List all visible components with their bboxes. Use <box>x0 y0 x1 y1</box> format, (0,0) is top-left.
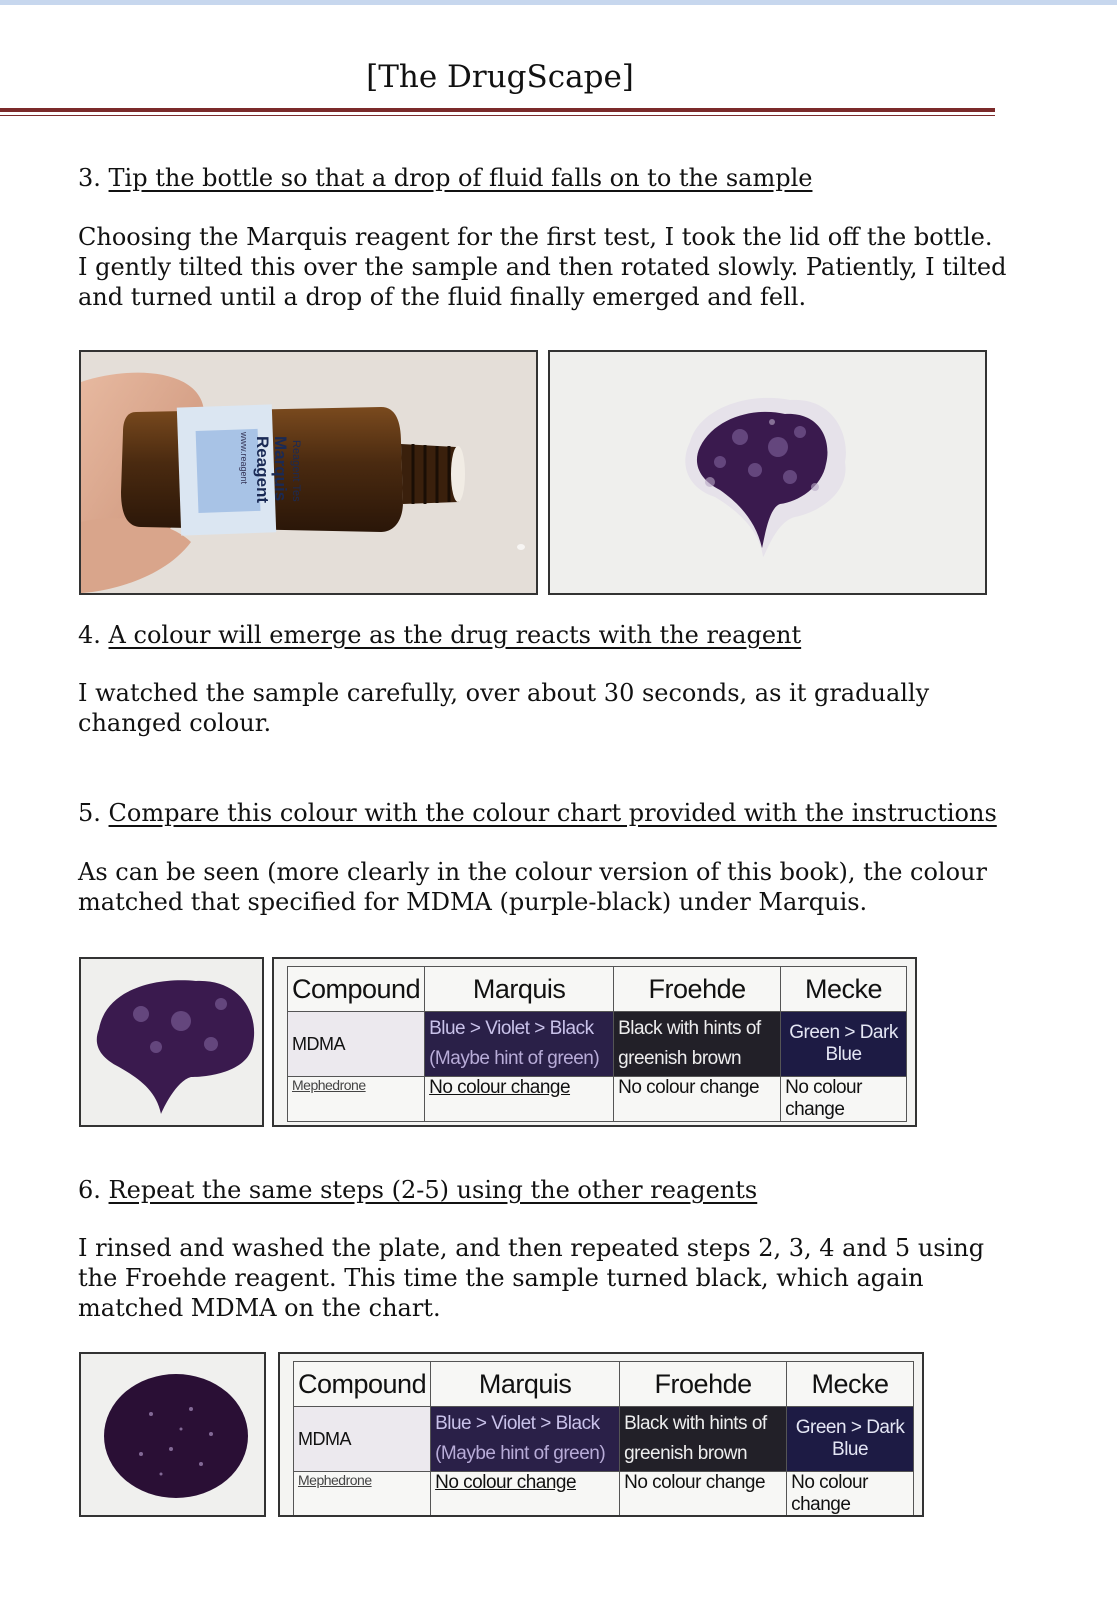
cell-mephedrone-mecke: No colour change <box>781 1077 907 1122</box>
page-title: [The DrugScape] <box>366 59 634 95</box>
header-rule-thick <box>0 108 995 112</box>
marquis-line1: Blue > Violet > Black <box>429 1018 594 1039</box>
marquis-line1: Blue > Violet > Black <box>435 1413 600 1434</box>
step-title: A colour will emerge as the drug reacts with the reagent <box>108 621 802 649</box>
step-3-heading <box>78 163 812 193</box>
header-froehde: Froehde <box>614 967 781 1012</box>
cell-mdma-label: MDMA <box>288 1012 425 1077</box>
reagent-color-chart-repeat <box>278 1352 924 1517</box>
froehde-result-thumbnail <box>79 1352 266 1517</box>
header-compound: Compound <box>288 967 425 1012</box>
header-froehde: Froehde <box>620 1362 787 1407</box>
step-5-body: As can be seen (more clearly in the colour version of this book), the colour matched that specified for MDMA (purple-black) under Marquis. <box>78 858 987 916</box>
cell-mdma-marquis <box>431 1407 620 1472</box>
label-line2: Marquis <box>271 436 290 502</box>
chart-row-mephedrone <box>288 1077 907 1122</box>
step-number: 3. <box>78 164 101 192</box>
chart-row-mdma <box>294 1407 914 1472</box>
chart-row-mdma <box>288 1012 907 1077</box>
cell-mephedrone-marquis: No colour change <box>431 1472 620 1517</box>
step-4-heading <box>78 620 801 650</box>
froehde-line1: Black with hints of <box>618 1018 761 1039</box>
step-3-body: Choosing the Marquis reagent for the first test, I took the lid off the bottle. I gently tilted this over the sample and then rotated slowly. Patiently, I tilted and turned until a drop of the fluid finally emerged and fell. <box>78 223 1007 311</box>
froehde-line1: Black with hints of <box>624 1413 767 1434</box>
purple-stain-illustration <box>550 352 985 593</box>
header-marquis: Marquis <box>425 967 614 1012</box>
cell-mephedrone-label: Mephedrone <box>288 1077 425 1122</box>
cell-mephedrone-mecke: No colour change <box>787 1472 914 1517</box>
step-4-body: I watched the sample carefully, over about 30 seconds, as it gradually changed colour. <box>78 679 930 737</box>
header-marquis: Marquis <box>431 1362 620 1407</box>
step-title: Compare this colour with the colour chart provided with the instructions <box>108 799 997 827</box>
marquis-reaction-photo <box>548 350 987 595</box>
header-mecke: Mecke <box>787 1362 914 1407</box>
cell-mephedrone-froehde: No colour change <box>620 1472 787 1517</box>
step-number: 6. <box>78 1176 101 1204</box>
chart-header-row <box>288 967 907 1012</box>
cell-mdma-mecke: Green > Dark Blue <box>781 1012 907 1077</box>
label-line3: Reagent <box>253 436 272 504</box>
marquis-line2: (Maybe hint of green) <box>435 1443 606 1464</box>
froehde-line2: greenish brown <box>618 1048 742 1069</box>
header-compound: Compound <box>294 1362 431 1407</box>
step-5-heading <box>78 798 997 828</box>
cell-mephedrone-marquis: No colour change <box>425 1077 614 1122</box>
cell-mephedrone-label: Mephedrone <box>294 1472 431 1517</box>
bottle-illustration <box>81 352 536 593</box>
chart-header-row <box>294 1362 914 1407</box>
marquis-line2: (Maybe hint of green) <box>429 1048 600 1069</box>
color-chart-table <box>293 1361 914 1517</box>
reagent-bottle-photo <box>79 350 538 595</box>
marquis-result-thumbnail <box>79 957 264 1127</box>
froehde-line2: greenish brown <box>624 1443 748 1464</box>
step-6-body: I rinsed and washed the plate, and then repeated steps 2, 3, 4 and 5 using the Froehde reagent. This time the sample turned black, which again matched MDMA on the chart. <box>78 1234 985 1322</box>
cell-mephedrone-froehde: No colour change <box>614 1077 781 1122</box>
chart-row-mephedrone <box>294 1472 914 1517</box>
color-chart-table <box>287 966 907 1122</box>
cell-mdma-marquis <box>425 1012 614 1077</box>
step-number: 5. <box>78 799 101 827</box>
cell-mdma-froehde <box>614 1012 781 1077</box>
black-stain-thumbnail <box>81 1354 264 1515</box>
label-line1: Reagent Tes <box>290 440 302 502</box>
header-mecke: Mecke <box>781 967 907 1012</box>
step-number: 4. <box>78 621 101 649</box>
header-rule-thin <box>0 115 995 116</box>
reagent-color-chart <box>272 957 917 1127</box>
cell-mdma-froehde <box>620 1407 787 1472</box>
step-6-heading <box>78 1175 757 1205</box>
cell-mdma-label: MDMA <box>294 1407 431 1472</box>
label-line4: www.reagent <box>239 432 249 485</box>
purple-stain-thumbnail <box>81 959 262 1125</box>
step-title: Repeat the same steps (2-5) using the other reagents <box>108 1176 758 1204</box>
cell-mdma-mecke: Green > Dark Blue <box>787 1407 914 1472</box>
step-title: Tip the bottle so that a drop of fluid falls on to the sample <box>108 164 813 192</box>
top-accent-bar <box>0 0 1117 5</box>
